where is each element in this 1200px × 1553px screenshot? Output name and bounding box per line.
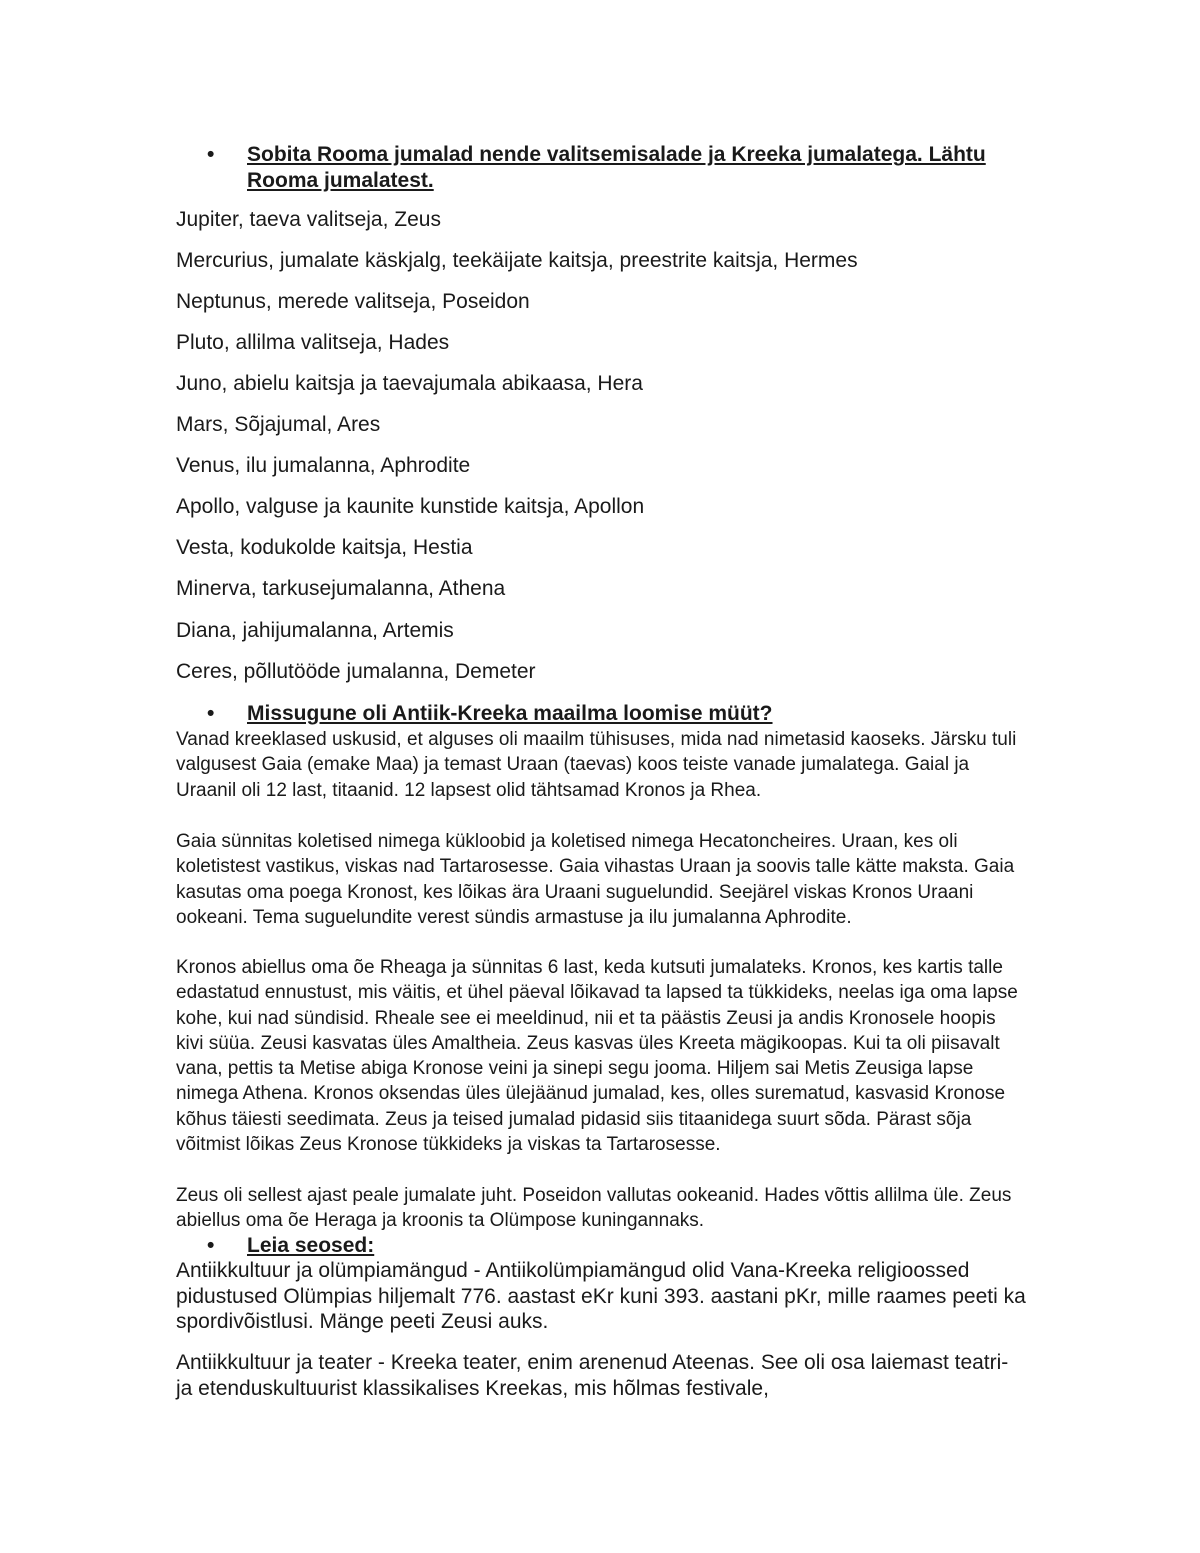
bullet-icon: • xyxy=(207,1234,215,1257)
god-line: Mercurius, jumalate käskjalg, teekäijate kaitsja, preestrite kaitsja, Hermes xyxy=(176,249,858,272)
myth-paragraph: Vanad kreeklased uskusid, et alguses oli maailm tühisuses, mida nad nimetasid kaoseks. Järsku tuli valgusest Gaia (emake Maa) ja temast Uraan (taevas) koos teiste vanade jumalatega. Gaial ja Uraanil oli 12 last, titaanid. 12 lapsest olid tähtsamad Kronos ja Rhea. xyxy=(176,729,1017,801)
bullet-icon: • xyxy=(207,143,215,166)
god-line: Apollo, valguse ja kaunite kunstide kaitsja, Apollon xyxy=(176,495,645,518)
god-line: Ceres, põllutööde jumalanna, Demeter xyxy=(176,660,536,683)
bullet-icon: • xyxy=(207,702,215,725)
connection-paragraph: Antiikkultuur ja olümpiamängud - Antiikolümpiamängud olid Vana-Kreeka religioossed pidustused Olümpias hiljemalt 776. aastast eKr kuni 393. aastani pKr, mille raames peeti ka spordivõistlusi. Mänge peeti Zeusi auks. xyxy=(176,1259,1026,1333)
section-heading-roman-gods xyxy=(207,142,1037,194)
myth-paragraph: Kronos abiellus oma õe Rheaga ja sünnitas 6 last, keda kutsuti jumalateks. Kronos, kes kartis talle edastatud ennustust, mis väitis, et ühel päeval lõikavad ta lapsed ta tükkideks, neelas iga oma lapse kohe, kui nad sündisid. Rheale see ei meeldinud, nii et ta päästis Zeusi ja andis Kronosele hoopis kivi süüa. Zeusi kasvatas üles Amaltheia. Zeus kasvas üles Kreeta mägikoopas. Kui ta oli piisavalt vana, pettis ta Metise abiga Kronose veini ja sinepi segu jooma. Hiljem sai Metis Zeusiga lapse nimega Athena. Kronos oksendas üles ülejäänud jumalad, kes, olles surematud, kasvasid Kronose kõhus täiesti seedimata. Zeus ja teised jumalad pidasid siis titaanidega suurt sõda. Pärast sõja võitmist lõikas Zeus Kronose tükkideks ja viskas ta Tartarosesse. xyxy=(176,957,1018,1156)
god-line: Diana, jahijumalanna, Artemis xyxy=(176,619,454,642)
section-heading-creation-myth xyxy=(207,701,1037,727)
god-line: Jupiter, taeva valitseja, Zeus xyxy=(176,208,441,231)
god-line: Neptunus, merede valitseja, Poseidon xyxy=(176,290,530,313)
myth-paragraph: Gaia sünnitas koletised nimega kükloobid ja koletised nimega Hecatoncheires. Uraan, kes oli koletistest vastikus, viskas nad Tartarosesse. Gaia vihastas Uraan ja soovis talle kätte maksta. Gaia kasutas oma poega Kronost, kes lõikas ära Uraani suguelundid. Seejärel viskas Kronos Uraani ookeani. Tema suguelundite verest sündis armastuse ja ilu jumalanna Aphrodite. xyxy=(176,831,1015,928)
god-line: Vesta, kodukolde kaitsja, Hestia xyxy=(176,536,473,559)
connection-paragraph: Antiikkultuur ja teater - Kreeka teater, enim arenenud Ateenas. See oli osa laiemast teatri- ja etenduskultuurist klassikalises Kreekas, mis hõlmas festivale, xyxy=(176,1351,1009,1400)
god-line: Mars, Sõjajumal, Ares xyxy=(176,413,381,436)
heading-text: Leia seosed: xyxy=(247,1234,375,1257)
myth-paragraph: Zeus oli sellest ajast peale jumalate juht. Poseidon vallutas ookeanid. Hades võttis allilma üle. Zeus abiellus oma õe Heraga ja kroonis ta Olümpose kuningannaks. xyxy=(176,1185,1012,1232)
god-line: Venus, ilu jumalanna, Aphrodite xyxy=(176,454,471,477)
god-line: Pluto, allilma valitseja, Hades xyxy=(176,331,450,354)
god-line: Juno, abielu kaitsja ja taevajumala abikaasa, Hera xyxy=(176,372,643,395)
heading-text: Sobita Rooma jumalad nende valitsemisalade ja Kreeka jumalatega. Lähtu Rooma jumalatest. xyxy=(247,143,986,192)
section-heading-connections xyxy=(207,1233,1037,1259)
god-line: Minerva, tarkusejumalanna, Athena xyxy=(176,577,506,600)
heading-text: Missugune oli Antiik-Kreeka maailma loomise müüt? xyxy=(247,702,773,725)
